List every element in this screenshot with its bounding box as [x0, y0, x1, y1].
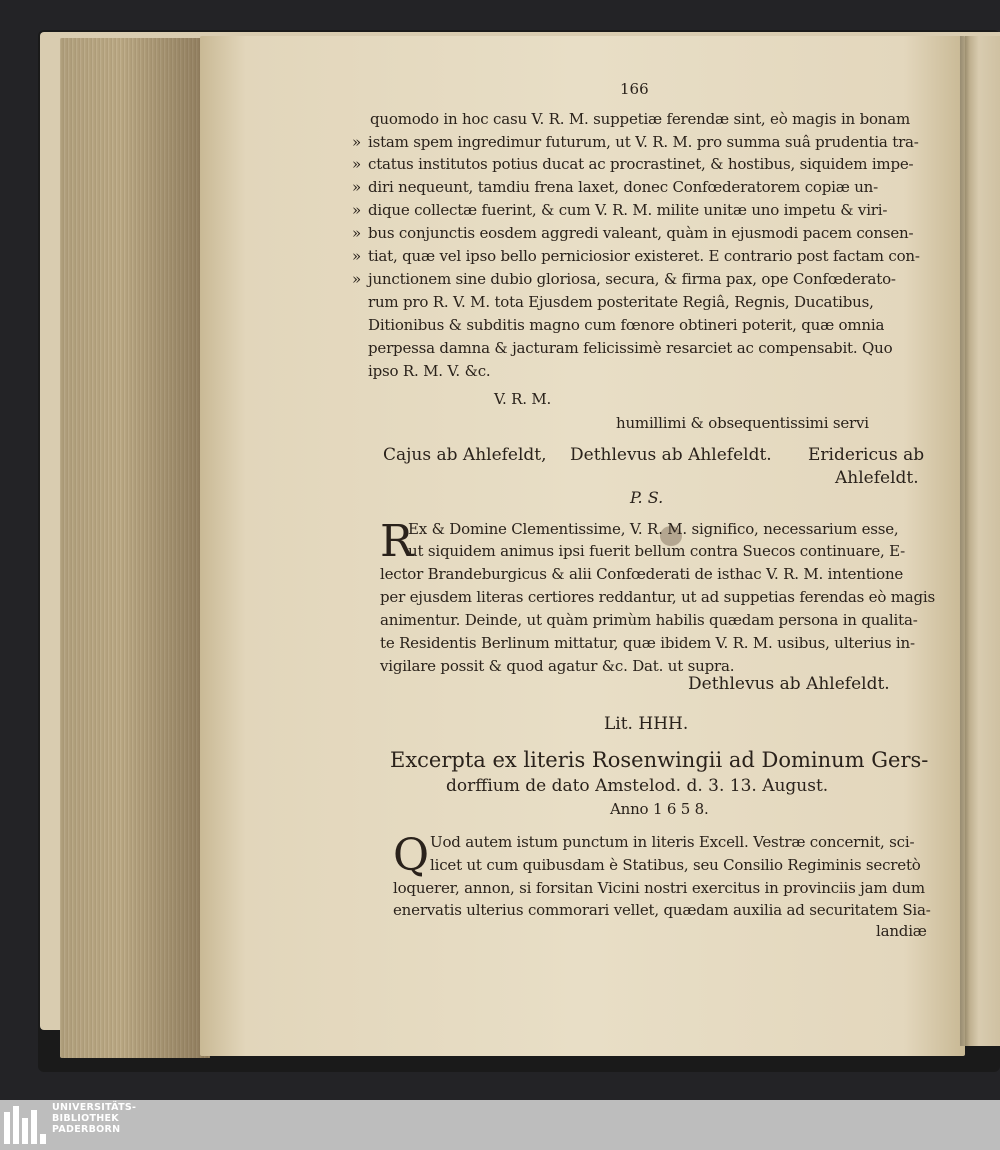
quote-mark: »: [352, 178, 362, 196]
quote-mark: »: [352, 201, 362, 219]
body-line: istam spem ingredimur futurum, ut V. R. M. pro summa suâ prudentia tra-: [368, 133, 919, 151]
body-line: rum pro R. V. M. tota Ejusdem posteritate Regiâ, Regnis, Ducatibus,: [368, 293, 874, 311]
quote-mark: »: [352, 133, 362, 151]
body-line: ipso R. M. V. &c.: [368, 362, 491, 380]
library-footer: [0, 1100, 1000, 1150]
postscript-line: per ejusdem literas certiores reddantur, ut ad suppetias ferendas eò magis: [380, 588, 936, 606]
signatory: Eridericus ab: [808, 445, 925, 465]
signatory: Ahlefeldt.: [835, 468, 919, 488]
quote-mark: »: [352, 224, 362, 242]
postscript-line: Ex & Domine Clementissime, V. R. M. significo, necessarium esse,: [408, 520, 899, 538]
body-line: dique collectæ fuerint, & cum V. R. M. milite unitæ uno impetu & viri-: [368, 201, 888, 219]
library-logo-icon: [4, 1106, 46, 1144]
book-gutter: [960, 36, 970, 1046]
postscript-line: vigilare possit & quod agatur &c. Dat. ut supra.: [380, 657, 735, 675]
signatory: Dethlevus ab Ahlefeldt.: [570, 445, 772, 465]
body-line: quomodo in hoc casu V. R. M. suppetiæ ferendæ sint, eò magis in bonam: [370, 110, 911, 128]
body-line: diri nequeunt, tamdiu frena laxet, donec Confœderatorem copiæ un-: [368, 178, 879, 196]
quote-mark: »: [352, 270, 362, 288]
library-name-line: BIBLIOTHEK: [52, 1113, 119, 1124]
library-name-line: PADERBORN: [52, 1124, 121, 1135]
body-line: Ditionibus & subditis magno cum fœnore obtineri poterit, quæ omnia: [368, 316, 885, 334]
body-line: ctatus institutos potius ducat ac procrastinet, & hostibus, siquidem impe-: [368, 155, 914, 173]
page-stack-shade: [60, 38, 210, 1058]
postscript-line: ut siquidem animus ipsi fuerit bellum contra Suecos continuare, E-: [408, 542, 906, 560]
catchword: landiæ: [876, 922, 927, 940]
excerpt-line: loquerer, annon, si forsitan Vicini nostri exercitus in provinciis jam dum: [393, 879, 925, 897]
postscript-line: animentur. Deinde, ut quàm primùm habilis quædam persona in qualita-: [380, 611, 918, 629]
body-line: perpessa damna & jacturam felicissimè resarciet ac compensabit. Quo: [368, 339, 893, 357]
drop-cap: R: [380, 516, 414, 567]
postscript-label: P. S.: [630, 488, 664, 507]
quote-mark: »: [352, 155, 362, 173]
postscript-signature: Dethlevus ab Ahlefeldt.: [688, 674, 890, 694]
drop-cap: Q: [393, 830, 430, 881]
body-line: bus conjunctis eosdem aggredi valeant, quàm in ejusmodi pacem consen-: [368, 224, 914, 242]
excerpt-line: licet ut cum quibusdam è Statibus, seu Consilio Regiminis secretò: [430, 856, 921, 874]
facing-page-edge: [965, 36, 1000, 1046]
postscript-line: lector Brandeburgicus & alii Confœderati de isthac V. R. M. intentione: [380, 565, 904, 583]
page-number: 166: [620, 80, 649, 98]
excerpt-year: Anno 1 6 5 8.: [610, 800, 709, 818]
closing-formula: humillimi & obsequentissimi servi: [616, 414, 869, 432]
excerpt-heading: Excerpta ex literis Rosenwingii ad Dominum Gers-: [390, 748, 929, 772]
body-line: tiat, quæ vel ipso bello perniciosior existeret. E contrario post factam con-: [368, 247, 920, 265]
excerpt-heading: dorffium de dato Amstelod. d. 3. 13. August.: [446, 776, 829, 796]
excerpt-line: enervatis ulterius commorari vellet, quædam auxilia ad securitatem Sia-: [393, 901, 931, 919]
postscript-line: te Residentis Berlinum mittatur, quæ ibidem V. R. M. usibus, ulterius in-: [380, 634, 915, 652]
signatory: Cajus ab Ahlefeldt,: [383, 445, 547, 465]
excerpt-line: Uod autem istum punctum in literis Excell. Vestræ concernit, sci-: [430, 833, 915, 851]
library-name-line: UNIVERSITÄTS-: [52, 1102, 137, 1113]
body-line: junctionem sine dubio gloriosa, secura, & firma pax, ope Confœderato-: [368, 270, 896, 288]
salutation: V. R. M.: [494, 390, 552, 408]
quote-mark: »: [352, 247, 362, 265]
letter-label: Lit. HHH.: [604, 714, 689, 734]
